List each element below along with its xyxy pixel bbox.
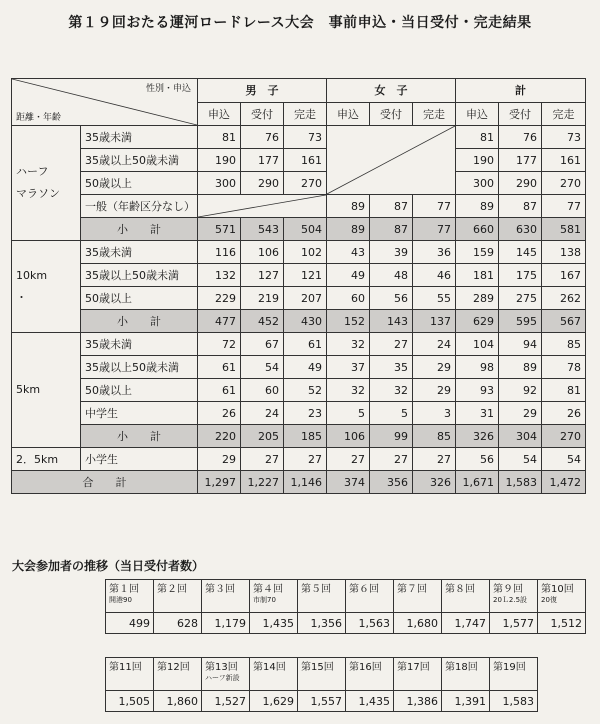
female-value: 5 xyxy=(370,402,413,425)
male-value: 29 xyxy=(198,448,241,471)
total-value: 181 xyxy=(456,264,499,287)
trend-value: 1,577 xyxy=(490,613,538,634)
total-value: 104 xyxy=(456,333,499,356)
total-value: 270 xyxy=(542,425,586,448)
subtotal-row xyxy=(12,310,586,333)
trend-label-row xyxy=(106,580,586,613)
male-value: 543 xyxy=(241,218,284,241)
female-value: 36 xyxy=(413,241,456,264)
trend-episode: 第17回 xyxy=(397,662,430,673)
total-value: 138 xyxy=(542,241,586,264)
total-value: 167 xyxy=(542,264,586,287)
male-value: 121 xyxy=(284,264,327,287)
section-name-line: ハーフ xyxy=(16,165,49,178)
row-label: 35歳未満 xyxy=(81,333,198,356)
trend-episode-cell xyxy=(298,580,346,613)
male-value: 430 xyxy=(284,310,327,333)
table-row xyxy=(12,126,586,149)
male-value: 72 xyxy=(198,333,241,356)
male-value: 1,227 xyxy=(241,471,284,494)
total-value: 161 xyxy=(542,149,586,172)
trend-note: 市制70 xyxy=(253,596,276,604)
female-value: 27 xyxy=(413,448,456,471)
row-label: 35歳未満 xyxy=(81,126,198,149)
male-value: 73 xyxy=(284,126,327,149)
total-value: 177 xyxy=(499,149,542,172)
section-name-line: マラソン xyxy=(16,187,60,200)
female-value: 374 xyxy=(327,471,370,494)
trend-value: 1,391 xyxy=(442,691,490,712)
trend-episode-cell xyxy=(106,580,154,613)
total-value: 567 xyxy=(542,310,586,333)
subheader-cell: 受付 xyxy=(370,102,413,126)
female-value: 106 xyxy=(327,425,370,448)
female-value: 29 xyxy=(413,379,456,402)
trend-episode: 第１回 xyxy=(109,584,139,595)
trend-episode: 第５回 xyxy=(301,584,331,595)
total-value: 81 xyxy=(542,379,586,402)
female-value: 35 xyxy=(370,356,413,379)
trend-episode: 第４回 xyxy=(253,584,283,595)
male-value: 52 xyxy=(284,379,327,402)
trend-episode-cell xyxy=(202,658,250,691)
distance-header-label: 距離・年齢 xyxy=(16,113,62,123)
trend-episode: 第２回 xyxy=(157,584,187,595)
total-value: 89 xyxy=(456,195,499,218)
total-value: 29 xyxy=(499,402,542,425)
row-label: 一般（年齢区分なし） xyxy=(81,195,198,218)
female-value: 55 xyxy=(413,287,456,310)
male-header: 男 子 xyxy=(198,79,327,103)
female-value: 32 xyxy=(327,379,370,402)
total-value: 660 xyxy=(456,218,499,241)
female-value: 87 xyxy=(370,195,413,218)
page-title: 第１９回おたる運河ロードレース大会 事前申込・当日受付・完走結果 xyxy=(68,15,532,31)
trend-value: 628 xyxy=(154,613,202,634)
male-value: 81 xyxy=(198,126,241,149)
female-value: 326 xyxy=(413,471,456,494)
total-value: 190 xyxy=(456,149,499,172)
trend-value-row xyxy=(106,613,586,634)
female-value: 87 xyxy=(370,218,413,241)
female-value: 32 xyxy=(370,379,413,402)
subheader-cell: 完走 xyxy=(284,102,327,126)
trend-table-1 xyxy=(105,579,586,634)
trend-value: 1,179 xyxy=(202,613,250,634)
female-value: 29 xyxy=(413,356,456,379)
total-value: 26 xyxy=(542,402,586,425)
trend-value: 1,557 xyxy=(298,691,346,712)
total-value: 77 xyxy=(542,195,586,218)
female-value: 89 xyxy=(327,195,370,218)
male-value: 177 xyxy=(241,149,284,172)
female-value: 39 xyxy=(370,241,413,264)
trend-episode: 第８回 xyxy=(445,584,475,595)
female-value: 32 xyxy=(327,333,370,356)
male-value: 161 xyxy=(284,149,327,172)
trend-value: 1,435 xyxy=(250,613,298,634)
row-label: 小学生 xyxy=(81,448,198,471)
table-row xyxy=(12,264,586,287)
subheader-cell: 申込 xyxy=(456,102,499,126)
trend-episode: 第18回 xyxy=(445,662,478,673)
male-value: 61 xyxy=(198,379,241,402)
male-value: 116 xyxy=(198,241,241,264)
trend-episode-cell xyxy=(490,658,538,691)
female-value: 143 xyxy=(370,310,413,333)
total-value: 629 xyxy=(456,310,499,333)
trend-title: 大会参加者の推移（当日受付者数） xyxy=(12,559,205,573)
total-value: 87 xyxy=(499,195,542,218)
male-value: 26 xyxy=(198,402,241,425)
section-name-line: 10km xyxy=(16,268,48,282)
male-value: 132 xyxy=(198,264,241,287)
female-value: 37 xyxy=(327,356,370,379)
male-value: 300 xyxy=(198,172,241,195)
female-value: 27 xyxy=(370,333,413,356)
male-value: 229 xyxy=(198,287,241,310)
section-name xyxy=(12,333,81,448)
trend-episode: 第12回 xyxy=(157,662,190,673)
total-value: 630 xyxy=(499,218,542,241)
male-value: 190 xyxy=(198,149,241,172)
male-value: 207 xyxy=(284,287,327,310)
total-value: 98 xyxy=(456,356,499,379)
grand-total-row xyxy=(12,471,586,494)
trend-value: 499 xyxy=(106,613,154,634)
trend-episode-cell xyxy=(394,658,442,691)
female-value: 49 xyxy=(327,264,370,287)
total-value: 326 xyxy=(456,425,499,448)
male-value: 205 xyxy=(241,425,284,448)
trend-table-2 xyxy=(105,657,538,712)
subheader-cell: 受付 xyxy=(241,102,284,126)
total-value: 1,671 xyxy=(456,471,499,494)
total-value: 595 xyxy=(499,310,542,333)
trend-episode-cell xyxy=(394,580,442,613)
table-row xyxy=(12,356,586,379)
sex-header-label: 性別・申込 xyxy=(145,84,191,94)
total-value: 56 xyxy=(456,448,499,471)
trend-episode-cell xyxy=(298,658,346,691)
row-label: 50歳以上 xyxy=(81,172,198,195)
female-not-applicable xyxy=(327,126,456,195)
female-value: 27 xyxy=(370,448,413,471)
male-value: 127 xyxy=(241,264,284,287)
total-value: 304 xyxy=(499,425,542,448)
trend-episode: 第７回 xyxy=(397,584,427,595)
subtotal-row xyxy=(12,218,586,241)
total-value: 78 xyxy=(542,356,586,379)
subheader-cell: 完走 xyxy=(413,102,456,126)
male-value: 452 xyxy=(241,310,284,333)
trend-episode: 第19回 xyxy=(493,662,526,673)
female-value: 77 xyxy=(413,195,456,218)
section-name xyxy=(12,241,81,333)
total-value: 93 xyxy=(456,379,499,402)
male-value: 185 xyxy=(284,425,327,448)
total-value: 92 xyxy=(499,379,542,402)
male-value: 106 xyxy=(241,241,284,264)
total-value: 1,472 xyxy=(542,471,586,494)
total-value: 94 xyxy=(499,333,542,356)
trend-note: 20Ｌ2.5設 xyxy=(493,596,528,604)
total-value: 270 xyxy=(542,172,586,195)
header-corner xyxy=(12,79,198,126)
table-row xyxy=(12,333,586,356)
female-value: 77 xyxy=(413,218,456,241)
trend-episode: 第６回 xyxy=(349,584,379,595)
row-label: 35歳未満 xyxy=(81,241,198,264)
section-name xyxy=(12,126,81,241)
trend-episode-cell xyxy=(346,658,394,691)
male-value: 49 xyxy=(284,356,327,379)
trend-episode-cell xyxy=(106,658,154,691)
female-value: 46 xyxy=(413,264,456,287)
table-row xyxy=(12,379,586,402)
subheader-cell: 完走 xyxy=(542,102,586,126)
male-value: 27 xyxy=(284,448,327,471)
row-label: 50歳以上 xyxy=(81,287,198,310)
male-value: 270 xyxy=(284,172,327,195)
total-value: 275 xyxy=(499,287,542,310)
total-value: 54 xyxy=(542,448,586,471)
trend-value: 1,512 xyxy=(538,613,586,634)
trend-value: 1,563 xyxy=(346,613,394,634)
male-value: 61 xyxy=(198,356,241,379)
trend-episode: 第11回 xyxy=(109,662,142,673)
subtotal-row xyxy=(12,425,586,448)
trend-value: 1,386 xyxy=(394,691,442,712)
total-value: 289 xyxy=(456,287,499,310)
trend-value: 1,860 xyxy=(154,691,202,712)
female-value: 60 xyxy=(327,287,370,310)
trend-note: ハーフ新設 xyxy=(205,674,240,682)
male-value: 477 xyxy=(198,310,241,333)
total-value: 76 xyxy=(499,126,542,149)
male-value: 1,146 xyxy=(284,471,327,494)
female-value: 89 xyxy=(327,218,370,241)
table-row xyxy=(12,448,586,471)
subheader-cell: 申込 xyxy=(198,102,241,126)
female-value: 137 xyxy=(413,310,456,333)
trend-value: 1,629 xyxy=(250,691,298,712)
total-value: 1,583 xyxy=(499,471,542,494)
trend-episode: 第14回 xyxy=(253,662,286,673)
trend-episode-cell xyxy=(250,580,298,613)
male-value: 219 xyxy=(241,287,284,310)
table-row xyxy=(12,241,586,264)
female-value: 3 xyxy=(413,402,456,425)
total-value: 54 xyxy=(499,448,542,471)
row-label: 35歳以上50歳未満 xyxy=(81,149,198,172)
table-row xyxy=(12,172,586,195)
female-value: 56 xyxy=(370,287,413,310)
section-name: 2．5km xyxy=(12,448,81,471)
subtotal-label: 小 計 xyxy=(81,310,198,333)
trend-value: 1,583 xyxy=(490,691,538,712)
male-value: 102 xyxy=(284,241,327,264)
trend-episode-cell xyxy=(346,580,394,613)
male-value: 290 xyxy=(241,172,284,195)
results-table xyxy=(11,78,586,494)
trend-value: 1,527 xyxy=(202,691,250,712)
section-name-line: ・ xyxy=(16,290,27,304)
trend-episode-cell xyxy=(442,658,490,691)
row-label: 50歳以上 xyxy=(81,379,198,402)
total-value: 73 xyxy=(542,126,586,149)
total-value: 175 xyxy=(499,264,542,287)
male-value: 220 xyxy=(198,425,241,448)
male-value: 1,297 xyxy=(198,471,241,494)
row-label: 中学生 xyxy=(81,402,198,425)
trend-episode-cell xyxy=(538,580,586,613)
trend-note: 開港90 xyxy=(109,596,132,604)
total-value: 85 xyxy=(542,333,586,356)
trend-value: 1,747 xyxy=(442,613,490,634)
male-value: 504 xyxy=(284,218,327,241)
total-value: 581 xyxy=(542,218,586,241)
table-row xyxy=(12,149,586,172)
female-value: 99 xyxy=(370,425,413,448)
table-row xyxy=(12,287,586,310)
trend-episode-cell xyxy=(154,580,202,613)
female-value: 27 xyxy=(327,448,370,471)
subtotal-label: 小 計 xyxy=(81,218,198,241)
trend-episode: 第９回 xyxy=(493,584,523,595)
total-value: 81 xyxy=(456,126,499,149)
row-label: 35歳以上50歳未満 xyxy=(81,264,198,287)
female-header: 女 子 xyxy=(327,79,456,103)
total-value: 290 xyxy=(499,172,542,195)
trend-episode: 第16回 xyxy=(349,662,382,673)
female-value: 48 xyxy=(370,264,413,287)
total-value: 159 xyxy=(456,241,499,264)
male-value: 61 xyxy=(284,333,327,356)
trend-label-row xyxy=(106,658,538,691)
subtotal-label: 小 計 xyxy=(81,425,198,448)
trend-value: 1,356 xyxy=(298,613,346,634)
female-value: 43 xyxy=(327,241,370,264)
male-value: 571 xyxy=(198,218,241,241)
male-value: 67 xyxy=(241,333,284,356)
trend-episode: 第３回 xyxy=(205,584,235,595)
total-value: 89 xyxy=(499,356,542,379)
trend-episode-cell xyxy=(202,580,250,613)
subheader-cell: 申込 xyxy=(327,102,370,126)
trend-episode: 第10回 xyxy=(541,584,574,595)
subheader-cell: 受付 xyxy=(499,102,542,126)
trend-value: 1,680 xyxy=(394,613,442,634)
trend-value-row xyxy=(106,691,538,712)
section-name-line: 5km xyxy=(16,383,41,396)
trend-episode: 第15回 xyxy=(301,662,334,673)
male-not-applicable xyxy=(198,195,327,218)
trend-episode-cell xyxy=(250,658,298,691)
female-value: 5 xyxy=(327,402,370,425)
total-value: 300 xyxy=(456,172,499,195)
trend-value: 1,435 xyxy=(346,691,394,712)
grand-total-label: 合 計 xyxy=(12,471,198,494)
female-value: 356 xyxy=(370,471,413,494)
male-value: 76 xyxy=(241,126,284,149)
trend-note: 20復 xyxy=(541,596,557,604)
male-value: 54 xyxy=(241,356,284,379)
male-value: 24 xyxy=(241,402,284,425)
male-value: 23 xyxy=(284,402,327,425)
total-header: 計 xyxy=(456,79,586,103)
table-row xyxy=(12,402,586,425)
female-value: 152 xyxy=(327,310,370,333)
table-row xyxy=(12,195,586,218)
row-label: 35歳以上50歳未満 xyxy=(81,356,198,379)
trend-episode: 第13回 xyxy=(205,662,238,673)
total-value: 31 xyxy=(456,402,499,425)
total-value: 145 xyxy=(499,241,542,264)
header-row xyxy=(12,79,586,103)
female-value: 85 xyxy=(413,425,456,448)
trend-episode-cell xyxy=(490,580,538,613)
total-value: 262 xyxy=(542,287,586,310)
trend-value: 1,505 xyxy=(106,691,154,712)
male-value: 27 xyxy=(241,448,284,471)
trend-episode-cell xyxy=(154,658,202,691)
female-value: 24 xyxy=(413,333,456,356)
male-value: 60 xyxy=(241,379,284,402)
trend-episode-cell xyxy=(442,580,490,613)
